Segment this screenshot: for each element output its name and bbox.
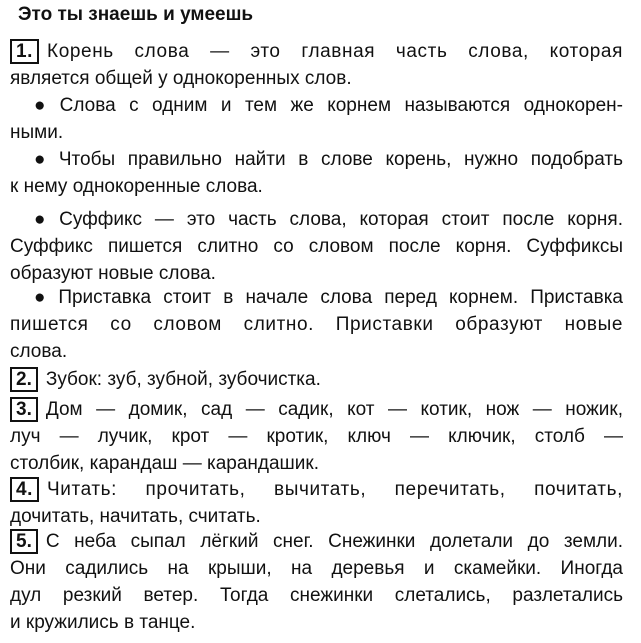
section-number: 5. (10, 529, 38, 554)
section-3 (10, 396, 623, 477)
section-3-line-1: 3. Дом — домик, сад — садик, кот — котик, нож — ножик, (10, 396, 623, 423)
section-5-line-3: дул резкий ветер. Тогда снежинки слетались, разлетались (10, 585, 623, 606)
section-5-line-1: 5. С неба сыпал лёгкий снег. Снежинки долетали до земли. (10, 528, 623, 555)
bullet-2 (10, 146, 623, 200)
bullet-4-line-3: слова. (10, 341, 68, 362)
section-2-line-1: 2. Зубок: зуб, зубной, зубочистка. (10, 366, 623, 393)
section-1-line-1: 1. Корень слова — это главная часть слова, которая (10, 38, 623, 65)
section-2 (10, 366, 623, 393)
section-3-line-2: луч — лучик, крот — кротик, ключ — ключик, столб — (10, 426, 623, 447)
section-1 (10, 38, 623, 92)
bullet-2-line-1: ● Чтобы правильно найти в слове корень, нужно подобрать (34, 149, 623, 170)
bullet-4 (10, 284, 623, 365)
section-4-line-1: 4. Читать: прочитать, вычитать, перечитать, почитать, (10, 476, 623, 503)
page-title: Это ты знаешь и умеешь (18, 4, 254, 25)
bullet-4-line-1: ● Приставка стоит в начале слова перед корнем. Приставка (34, 287, 623, 308)
section-number: 1. (10, 39, 39, 64)
bullet-icon: ● (34, 95, 54, 116)
section-5-line-2: Они садились на крыши, на деревья и скамейки. Иногда (10, 558, 623, 579)
bullet-icon: ● (34, 287, 53, 308)
bullet-1-line-1: ● Слова с одним и тем же корнем называются однокорен- (34, 95, 623, 116)
section-number: 4. (10, 477, 39, 502)
bullet-3 (10, 206, 623, 287)
bullet-1-line-2: ными. (10, 122, 64, 143)
section-5 (10, 528, 623, 636)
bullet-icon: ● (34, 209, 54, 230)
bullet-2-line-2: к нему однокоренные слова. (10, 176, 263, 197)
section-5-line-4: и кружились в танце. (10, 612, 196, 633)
bullet-3-line-2: Суффикс пишется слитно со словом после корня. Суффиксы (10, 236, 623, 257)
section-1-line-2: является общей у однокоренных слов. (10, 68, 352, 89)
section-3-line-3: столбик, карандаш — карандашик. (10, 453, 319, 474)
bullet-4-line-2: пишется со словом слитно. Приставки образуют новые (10, 314, 623, 335)
bullet-3-line-3: образуют новые слова. (10, 263, 216, 284)
section-4 (10, 476, 623, 530)
bullet-1 (10, 92, 623, 146)
section-number: 3. (10, 397, 38, 422)
section-4-line-2: дочитать, начитать, считать. (10, 506, 261, 527)
section-number: 2. (10, 367, 38, 392)
bullet-3-line-1: ● Суффикс — это часть слова, которая стоит после корня. (34, 209, 623, 230)
bullet-icon: ● (34, 149, 53, 170)
